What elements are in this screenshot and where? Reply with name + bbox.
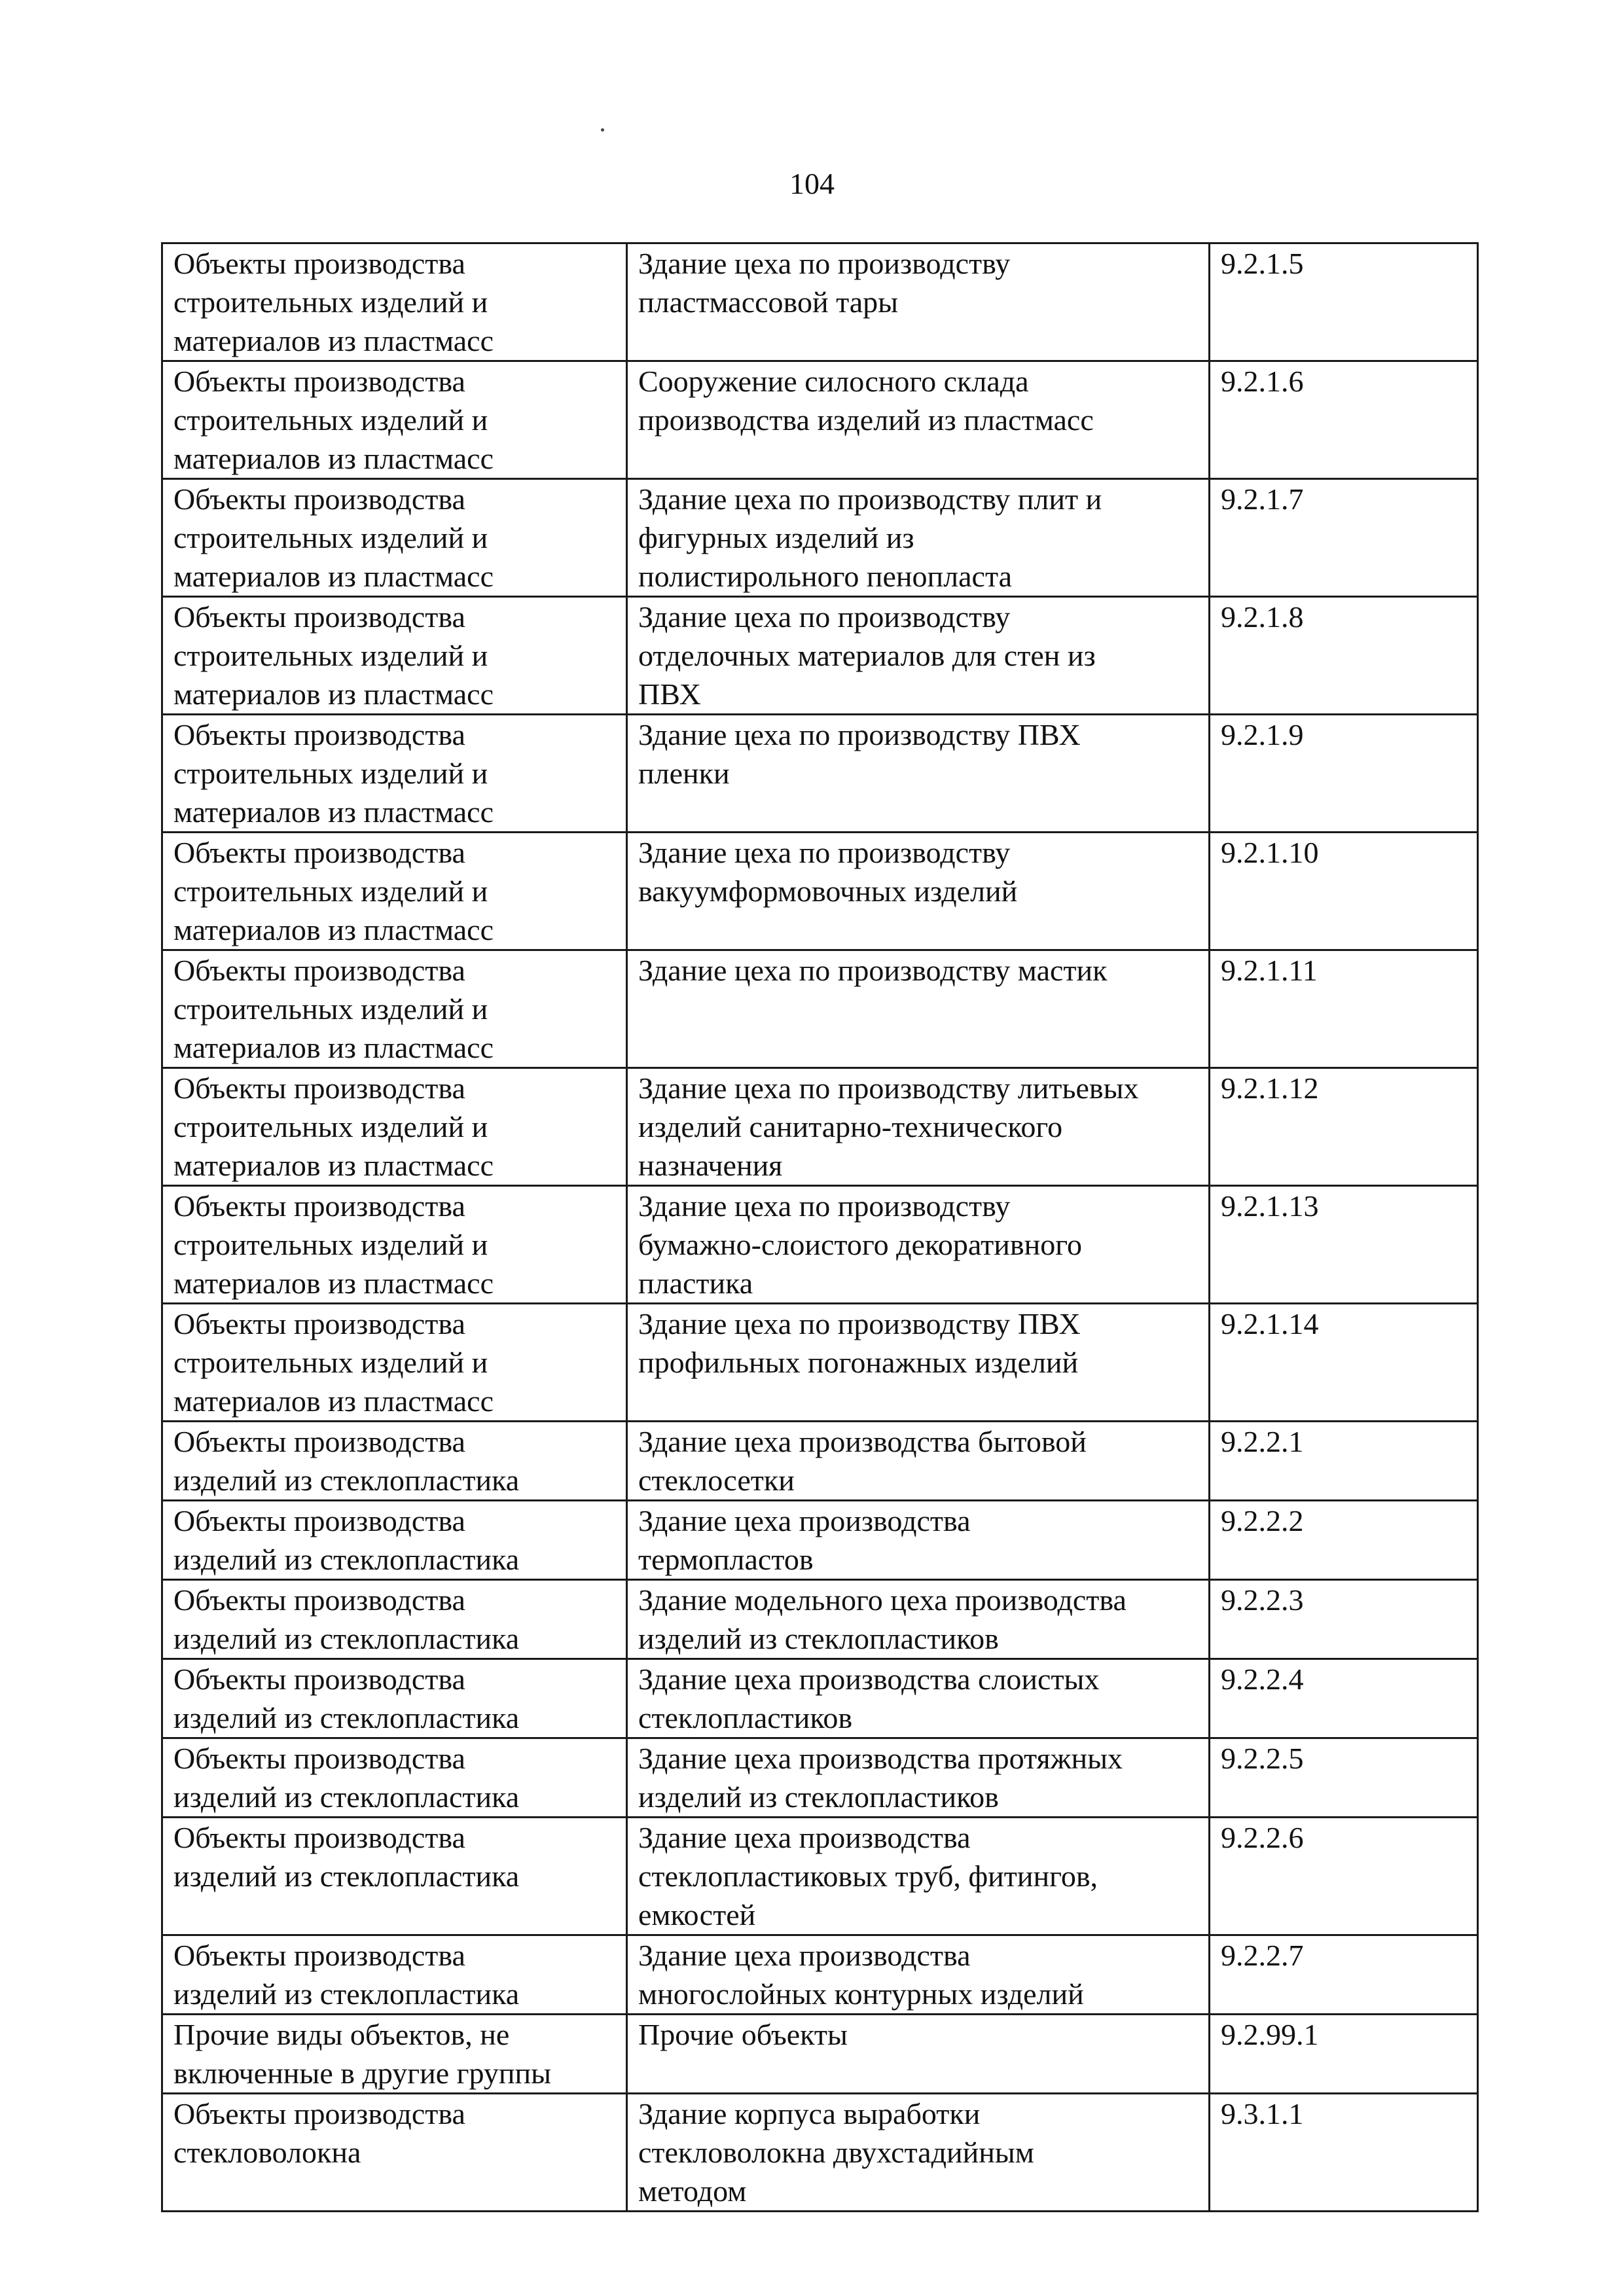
description-cell: Прочие объекты xyxy=(627,2015,1210,2094)
code-cell: 9.2.2.7 xyxy=(1210,1935,1478,2015)
category-cell: Объекты производства строительных изделий и материалов из пластмасс xyxy=(162,361,627,479)
category-cell: Объекты производства изделий из стеклопластика xyxy=(162,1738,627,1818)
table-row xyxy=(162,361,1478,479)
code-cell: 9.2.1.6 xyxy=(1210,361,1478,479)
category-cell: Объекты производства строительных изделий и материалов из пластмасс xyxy=(162,950,627,1068)
code-cell: 9.2.2.2 xyxy=(1210,1501,1478,1580)
code-cell: 9.2.99.1 xyxy=(1210,2015,1478,2094)
code-cell: 9.2.1.5 xyxy=(1210,243,1478,361)
category-cell: Объекты производства изделий из стеклопластика xyxy=(162,1935,627,2015)
table-row xyxy=(162,597,1478,715)
table-row xyxy=(162,715,1478,833)
description-cell: Здание цеха производства термопластов xyxy=(627,1501,1210,1580)
description-cell: Здание цеха по производству пластмассовой тары xyxy=(627,243,1210,361)
description-cell: Сооружение силосного склада производства изделий из пластмасс xyxy=(627,361,1210,479)
category-cell: Объекты производства изделий из стеклопластика xyxy=(162,1422,627,1501)
code-cell: 9.2.1.14 xyxy=(1210,1304,1478,1422)
table-row xyxy=(162,950,1478,1068)
category-cell: Объекты производства строительных изделий и материалов из пластмасс xyxy=(162,479,627,597)
code-cell: 9.2.1.13 xyxy=(1210,1186,1478,1304)
category-cell: Объекты производства изделий из стеклопластика xyxy=(162,1580,627,1659)
description-cell: Здание цеха производства многослойных контурных изделий xyxy=(627,1935,1210,2015)
scan-dot xyxy=(601,128,604,132)
code-cell: 9.2.1.7 xyxy=(1210,479,1478,597)
category-cell: Объекты производства строительных изделий и материалов из пластмасс xyxy=(162,597,627,715)
category-cell: Объекты производства строительных изделий и материалов из пластмасс xyxy=(162,833,627,950)
table-row xyxy=(162,1580,1478,1659)
category-cell: Объекты производства строительных изделий и материалов из пластмасс xyxy=(162,1068,627,1186)
page-number: 104 xyxy=(789,167,835,200)
category-cell: Объекты производства изделий из стеклопластика xyxy=(162,1818,627,1935)
table-row xyxy=(162,1738,1478,1818)
description-cell: Здание цеха по производству мастик xyxy=(627,950,1210,1068)
description-cell: Здание цеха производства протяжных изделий из стеклопластиков xyxy=(627,1738,1210,1818)
category-cell: Объекты производства строительных изделий и материалов из пластмасс xyxy=(162,1186,627,1304)
table-row xyxy=(162,479,1478,597)
code-cell: 9.2.1.12 xyxy=(1210,1068,1478,1186)
description-cell: Здание цеха производства бытовой стеклосетки xyxy=(627,1422,1210,1501)
category-cell: Объекты производства изделий из стеклопластика xyxy=(162,1659,627,1738)
code-cell: 9.2.2.1 xyxy=(1210,1422,1478,1501)
code-cell: 9.2.1.8 xyxy=(1210,597,1478,715)
table-row xyxy=(162,2094,1478,2212)
table-row xyxy=(162,243,1478,361)
description-cell: Здание цеха по производству плит и фигурных изделий из полистирольного пенопласта xyxy=(627,479,1210,597)
category-cell: Объекты производства строительных изделий и материалов из пластмасс xyxy=(162,243,627,361)
table-row xyxy=(162,833,1478,950)
table-row xyxy=(162,1068,1478,1186)
table-row xyxy=(162,1304,1478,1422)
description-cell: Здание корпуса выработки стекловолокна двухстадийным методом xyxy=(627,2094,1210,2212)
description-cell: Здание цеха по производству ПВХ пленки xyxy=(627,715,1210,833)
category-cell: Прочие виды объектов, не включенные в другие группы xyxy=(162,2015,627,2094)
code-cell: 9.2.2.3 xyxy=(1210,1580,1478,1659)
code-cell: 9.2.2.4 xyxy=(1210,1659,1478,1738)
code-cell: 9.3.1.1 xyxy=(1210,2094,1478,2212)
category-cell: Объекты производства стекловолокна xyxy=(162,2094,627,2212)
table-row xyxy=(162,1935,1478,2015)
description-cell: Здание модельного цеха производства изделий из стеклопластиков xyxy=(627,1580,1210,1659)
description-cell: Здание цеха по производству вакуумформовочных изделий xyxy=(627,833,1210,950)
objects-table xyxy=(161,242,1479,2212)
table-row xyxy=(162,1501,1478,1580)
category-cell: Объекты производства строительных изделий и материалов из пластмасс xyxy=(162,1304,627,1422)
category-cell: Объекты производства строительных изделий и материалов из пластмасс xyxy=(162,715,627,833)
code-cell: 9.2.1.11 xyxy=(1210,950,1478,1068)
category-cell: Объекты производства изделий из стеклопластика xyxy=(162,1501,627,1580)
table-row xyxy=(162,1659,1478,1738)
description-cell: Здание цеха по производству ПВХ профильных погонажных изделий xyxy=(627,1304,1210,1422)
table-row xyxy=(162,2015,1478,2094)
code-cell: 9.2.2.5 xyxy=(1210,1738,1478,1818)
code-cell: 9.2.1.9 xyxy=(1210,715,1478,833)
table-row xyxy=(162,1422,1478,1501)
description-cell: Здание цеха по производству бумажно-слоистого декоративного пластика xyxy=(627,1186,1210,1304)
description-cell: Здание цеха по производству отделочных материалов для стен из ПВХ xyxy=(627,597,1210,715)
description-cell: Здание цеха производства стеклопластиковых труб, фитингов, емкостей xyxy=(627,1818,1210,1935)
description-cell: Здание цеха по производству литьевых изделий санитарно-технического назначения xyxy=(627,1068,1210,1186)
table-row xyxy=(162,1186,1478,1304)
table-row xyxy=(162,1818,1478,1935)
code-cell: 9.2.1.10 xyxy=(1210,833,1478,950)
code-cell: 9.2.2.6 xyxy=(1210,1818,1478,1935)
description-cell: Здание цеха производства слоистых стеклопластиков xyxy=(627,1659,1210,1738)
